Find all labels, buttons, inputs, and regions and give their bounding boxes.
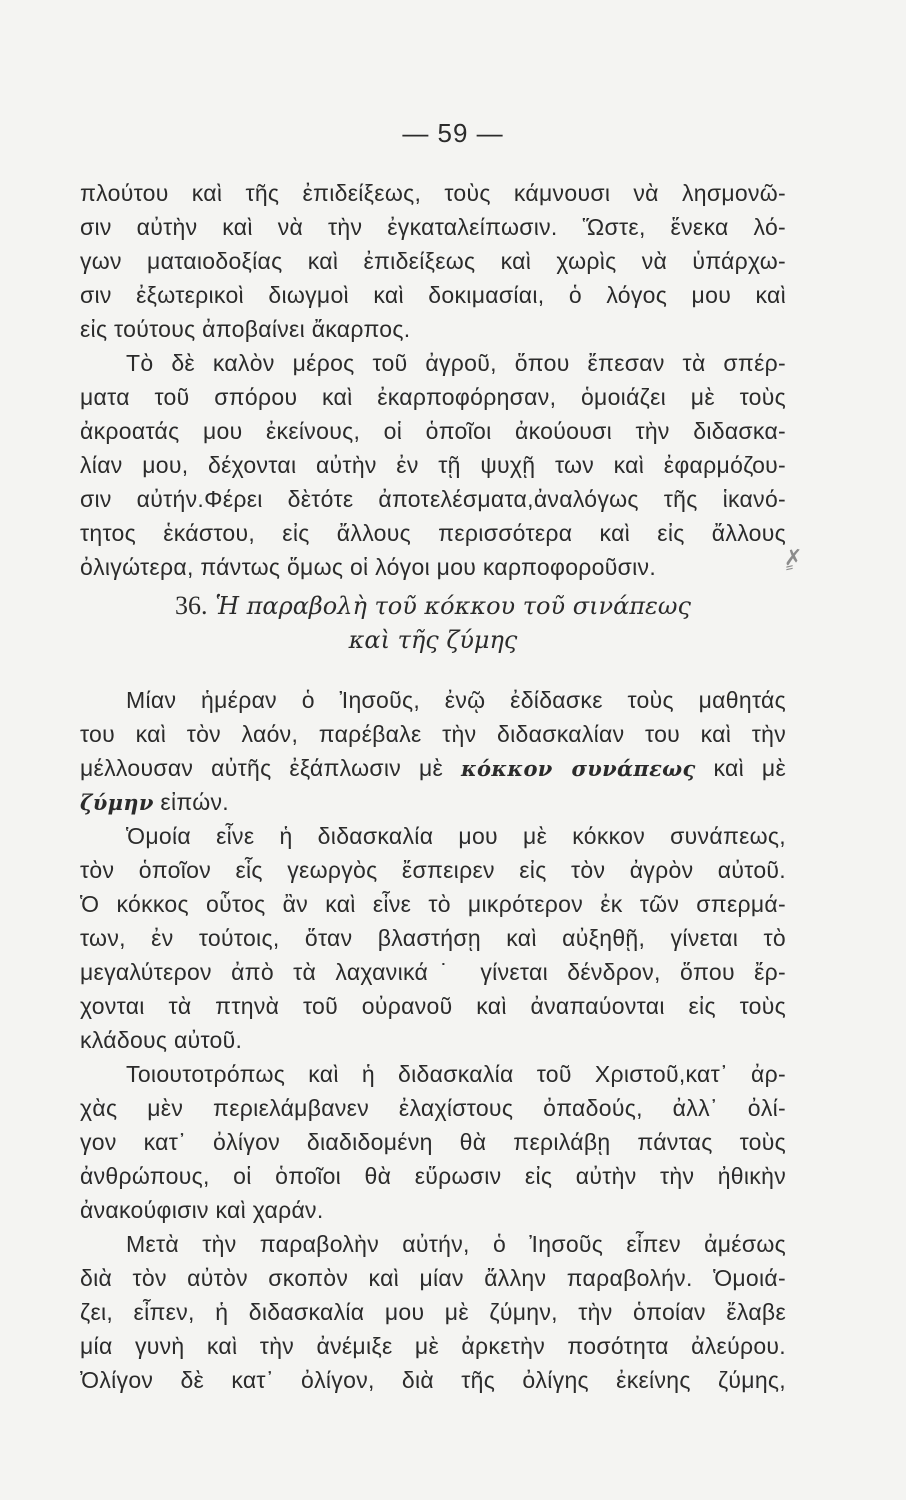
text-line: του καὶ τὸν λαόν, παρέβαλε τὴν διδασκαλίαν του καὶ τὴν (80, 721, 786, 747)
text-line: Ὁ κόκκος οὗτος ἂν καὶ εἶνε τὸ μικρότερον ἐκ τῶν σπερμά- (80, 891, 786, 917)
text-line: εἰς τούτους ἀποβαίνει ἄκαρπος. (80, 316, 411, 342)
text-line: γον κατ᾽ ὀλίγον διαδιδομένη θὰ περιλάβῃ πάντας τοὺς (80, 1129, 786, 1155)
text-line: σιν ἐξωτερικοὶ διωγμοὶ καὶ δοκιμασίαι, ὁ λόγος μου καὶ (80, 282, 786, 308)
text-line: Μετὰ τὴν παραβολὴν αὐτήν, ὁ Ἰησοῦς εἶπεν ἀμέσως (126, 1231, 786, 1257)
text-line: λίαν μου, δέχονται αὐτὴν ἐν τῇ ψυχῇ των καὶ ἐφαρμόζου- (80, 452, 786, 478)
text-segment: καὶ μὲ (695, 755, 787, 781)
text-line: Τὸ δὲ καλὸν μέρος τοῦ ἀγροῦ, ὅπου ἔπεσαν τὰ σπέρ- (126, 350, 786, 376)
text-line: μία γυνὴ καὶ τὴν ἀνέμιξε μὲ ἀρκετὴν ποσότητα ἀλεύρου. (80, 1333, 786, 1359)
text-line: κλάδους αὐτοῦ. (80, 1027, 243, 1053)
text-line: Μίαν ἡμέραν ὁ Ἰησοῦς, ἐνῷ ἐδίδασκε τοὺς μαθητάς (126, 687, 786, 713)
text-line: των, ἐν τούτοις, ὅταν βλαστήσῃ καὶ αὐξηθῇ, γίνεται τὸ (80, 925, 786, 951)
text-line: Ὁμοία εἶνε ἡ διδασκαλία μου μὲ κόκκον συνάπεως, (126, 823, 786, 849)
text-segment: μέλλουσαν αὐτῆς ἐξάπλωσιν μὲ (80, 755, 462, 781)
text-line: ὀλιγώτερα, πάντως ὅμως οἱ λόγοι μου καρποφοροῦσιν. (80, 554, 657, 580)
pencil-mark-icon: ٍ✗ (784, 545, 803, 570)
text-block-upper (80, 176, 786, 584)
text-line: σιν αὐτήν.Φέρει δὲτότε ἀποτελέσματα,ἀναλόγως τῆς ἱκανό- (80, 486, 786, 512)
heading-line-2: καὶ τῆς ζύμης (348, 626, 518, 654)
text-line: ἀνθρώπους, οἱ ὁποῖοι θὰ εὕρωσιν εἰς αὐτὴν τὴν ἠθικὴν (80, 1163, 786, 1189)
heading-line-1 (80, 589, 786, 623)
text-line: ζει, εἶπεν, ἡ διδασκαλία μου μὲ ζύμην, τὴν ὁποίαν ἔλαβε (80, 1299, 786, 1325)
text-line (80, 751, 786, 785)
text-line: μεγαλύτερον ἀπὸ τὰ λαχανικά˙ γίνεται δένδρον, ὅπου ἔρ- (80, 959, 786, 985)
text-line: Ὀλίγον δὲ κατ᾽ ὀλίγον, διὰ τῆς ὀλίγης ἐκείνης ζύμης, (80, 1367, 786, 1393)
heading-title: Ἡ παραβολὴ τοῦ κόκκου τοῦ σινάπεως (215, 592, 691, 620)
text-line (80, 785, 786, 819)
text-line: τὸν ὁποῖον εἷς γεωργὸς ἔσπειρεν εἰς τὸν ἀγρὸν αὐτοῦ. (80, 857, 786, 883)
page-number: — 59 — (402, 118, 504, 148)
text-line: χὰς μὲν περιελάμβανεν ἐλαχίστους ὀπαδούς, ἀλλ᾽ ὀλί- (80, 1095, 786, 1121)
text-line: ἀνακούφισιν καὶ χαράν. (80, 1197, 324, 1223)
text-line: ἀκροατάς μου ἐκείνους, οἱ ὁποῖοι ἀκούουσι τὴν διδασκα- (80, 418, 786, 444)
section-heading (80, 589, 786, 657)
text-block-lower (80, 683, 786, 1397)
text-line: Τοιουτοτρόπως καὶ ἡ διδασκαλία τοῦ Χριστοῦ,κατ᾽ ἀρ- (126, 1061, 786, 1087)
section-number: 36. (175, 591, 208, 620)
emphasized-term: ζύμην (80, 790, 154, 815)
text-line: διὰ τὸν αὐτὸν σκοπὸν καὶ μίαν ἄλλην παραβολήν. Ὁμοιά- (80, 1265, 786, 1291)
text-line: γων ματαιοδοξίας καὶ ἐπιδείξεως καὶ χωρὶς νὰ ὑπάρχω- (80, 248, 786, 274)
text-line: χονται τὰ πτηνὰ τοῦ οὐρανοῦ καὶ ἀναπαύονται εἰς τοὺς (80, 993, 786, 1019)
text-line: ματα τοῦ σπόρου καὶ ἐκαρποφόρησαν, ὁμοιάζει μὲ τοὺς (80, 384, 786, 410)
text-segment: εἰπών. (153, 789, 229, 815)
text-line: τητος ἑκάστου, εἰς ἄλλους περισσότερα καὶ εἰς ἄλλους (80, 520, 786, 546)
text-line: πλούτου καὶ τῆς ἐπιδείξεως, τοὺς κάμνουσι νὰ λησμονῶ- (80, 180, 786, 206)
emphasized-term: κόκκον συνάπεως (461, 756, 696, 781)
text-line: σιν αὐτὴν καὶ νὰ τὴν ἐγκαταλείπωσιν. Ὥστε, ἕνεκα λό- (80, 214, 786, 240)
